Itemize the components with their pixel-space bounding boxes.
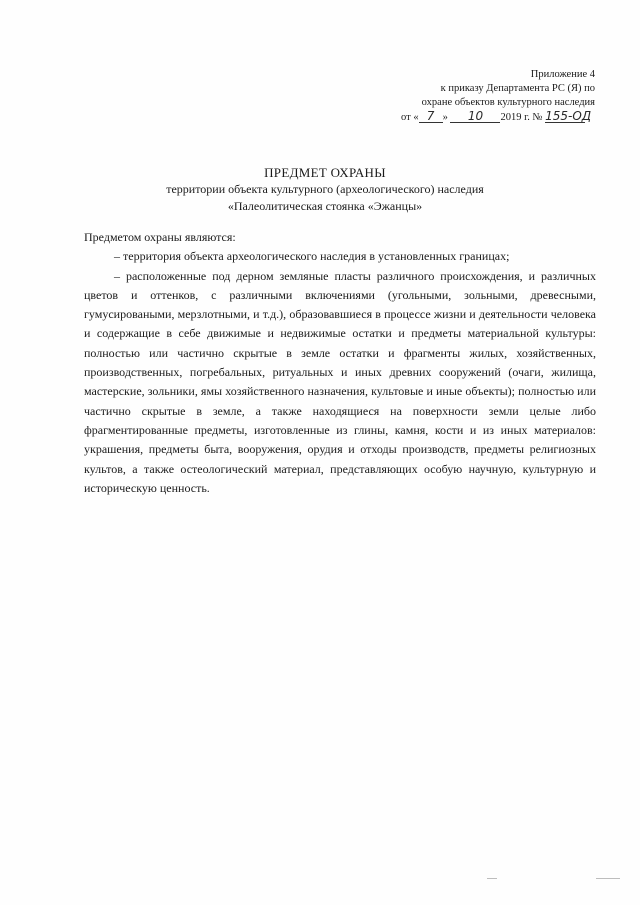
document-body (84, 228, 596, 498)
appendix-label: Приложение 4 (530, 69, 595, 80)
handwritten-number: 155-ОД (545, 109, 592, 123)
scan-mark (596, 878, 620, 879)
document-subtitle: территории объекта культурного (археологического) наследия (166, 182, 484, 196)
appendix-order-line: к приказу Департамента РС (Я) по (440, 83, 595, 94)
handwritten-day: 7 (419, 110, 443, 123)
site-name: «Палеолитическая стоянка «Эжанцы» (227, 199, 423, 213)
appendix-department-line: охране объектов культурного наследия (421, 97, 595, 108)
appendix-block (395, 68, 595, 125)
ref-quote-close: » (442, 112, 448, 123)
handwritten-month: 10 (450, 110, 500, 123)
scan-mark (487, 878, 497, 879)
title-block (80, 165, 570, 215)
ref-prefix: от « (401, 112, 419, 123)
protection-item-layers: – расположенные под дерном земляные пласты различного происхождения, и различных цветов и оттенков, с различными включениями (угольными, зольными, древесными, гумусироваными, мерзлотными, и т.д.), образовавшиеся в процессе жизни и деятельности человека и содержащие в себе движимые и недвижимые остатки и предметы материальной культуры: полностью или частично скрытые в земле остатки и фрагменты жилых, хозяйственных, производственных, погребальных, ритуальных и иных древних сооружений (очаги, жилища, мастерские, зольники, ямы хозяйственного назначения, культовые и иные объекты); полностью или частично скрытые в земле, а также находящиеся на поверхности земли целые либо фрагментированные предметы, изготовленные из глины, камня, кости и из иных материалов: украшения, предметы быта, вооружения, орудия и отходы производств, предметы религиозных культов, а также остеологический материал, представляющих особую научную, культурную и историческую ценность. (84, 268, 596, 495)
ref-year: 2019 г. № (500, 112, 543, 123)
document-title: ПРЕДМЕТ ОХРАНЫ (264, 165, 386, 180)
appendix-reference-line (401, 110, 595, 125)
protection-item-territory: – территория объекта археологического наследия в установленных границах; (114, 249, 510, 264)
body-intro: Предметом охраны являются: (84, 230, 236, 244)
